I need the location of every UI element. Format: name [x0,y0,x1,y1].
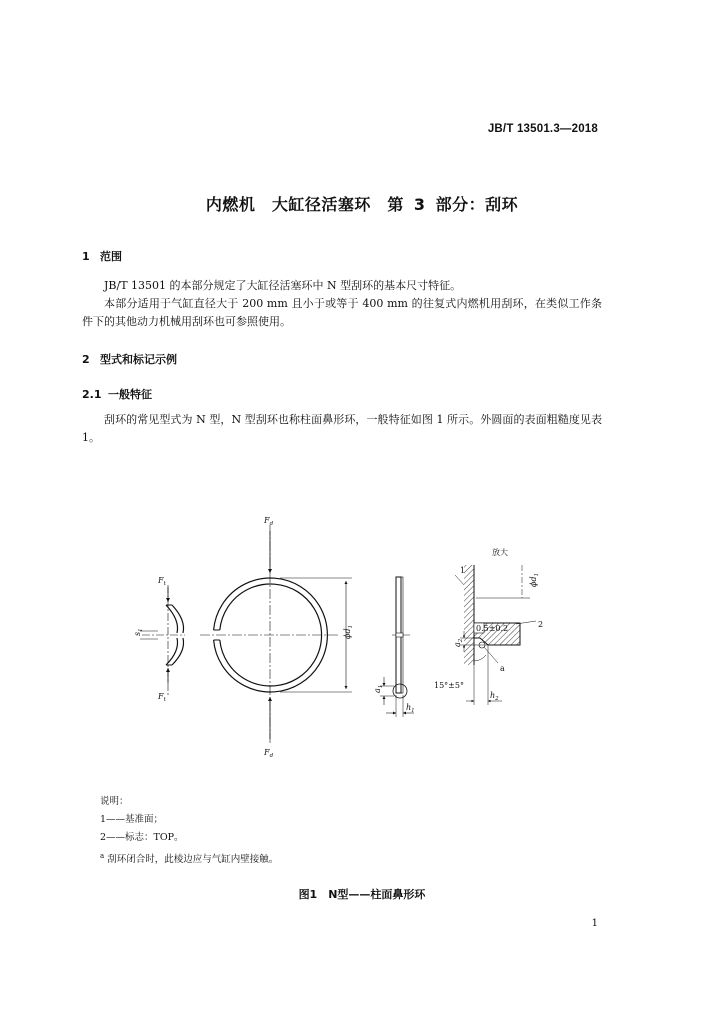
gap-label: $s_1$ [133,628,144,636]
ring-plan-view [200,516,354,759]
section-title: 型式和标记示例 [100,353,177,366]
technical-drawing [130,505,610,775]
force-top-label: $F_d$ [264,516,274,527]
h2-label: $h_2$ [490,691,499,702]
figure-caption: 图1 N型——柱面鼻形环 [298,888,426,901]
height-label: $h_1$ [406,703,415,714]
angle-label: 15°±5° [434,681,464,690]
section-number: 1 [82,250,90,263]
land-width-label: 0.5±0.2 [476,624,509,633]
force-bottom-label: $F_d$ [264,748,274,759]
figure-1-drawing [130,505,610,775]
note-item-2: 2——标志：TOP。 [100,832,184,843]
force-tangential-top-label: $F_t$ [158,576,166,587]
ring-side-view [373,577,415,717]
standard-number: JB/T 13501.3—2018 [487,123,598,135]
section-2-heading [82,351,177,367]
section-title: 范围 [100,250,122,263]
figure-notes [100,793,278,869]
radial-width-label: $a_1$ [373,684,384,693]
ring-segment-view [133,576,185,703]
notes-title: 说明： [100,796,129,807]
enlarged-detail-view [434,547,543,705]
note-item-1: 1——基准面； [100,814,164,825]
section-title: 一般特征 [108,388,152,401]
footnote [100,847,278,869]
section-1-paragraph-2: 本部分适用于气缸直径大于 200 mm 且小于或等于 400 mm 的往复式内燃机用刮环，在类似工作条件下的其他动力机械用刮环也可参照使用。 [82,297,602,328]
note-a-marker: a [500,664,505,673]
a2-label: $a_2$ [453,638,464,647]
diameter-label: $\phi d_1$ [343,624,354,639]
force-tangential-bottom-label: $F_t$ [158,692,166,703]
section-1-heading [82,248,122,264]
section-number: 2 [82,353,90,366]
section-number: 2.1 [82,388,102,401]
detail-diameter-label: $\phi d_1$ [529,572,540,587]
footnote-marker: a [100,852,105,860]
section-2-1-paragraph-1: 刮环的常见型式为 N 型，N 型刮环也称柱面鼻形环，一般特征如图 1 所示。外圆面的表面粗糙度见表 1。 [82,413,602,444]
footnote-text: 刮环闭合时，此棱边应与气缸内壁接触。 [107,854,279,866]
section-1-paragraph-1: JB/T 13501 的本部分规定了大缸径活塞环中 N 型刮环的基本尺寸特征。 [104,279,462,292]
callout-2-label: 2 [538,620,544,629]
document-title: 内燃机 大缸径活塞环 第 3 部分：刮环 [205,195,519,214]
section-2-1-heading [82,386,152,402]
page-number: 1 [591,918,598,929]
callout-1-label: 1 [460,566,466,575]
enlarged-label: 放大 [492,548,508,557]
